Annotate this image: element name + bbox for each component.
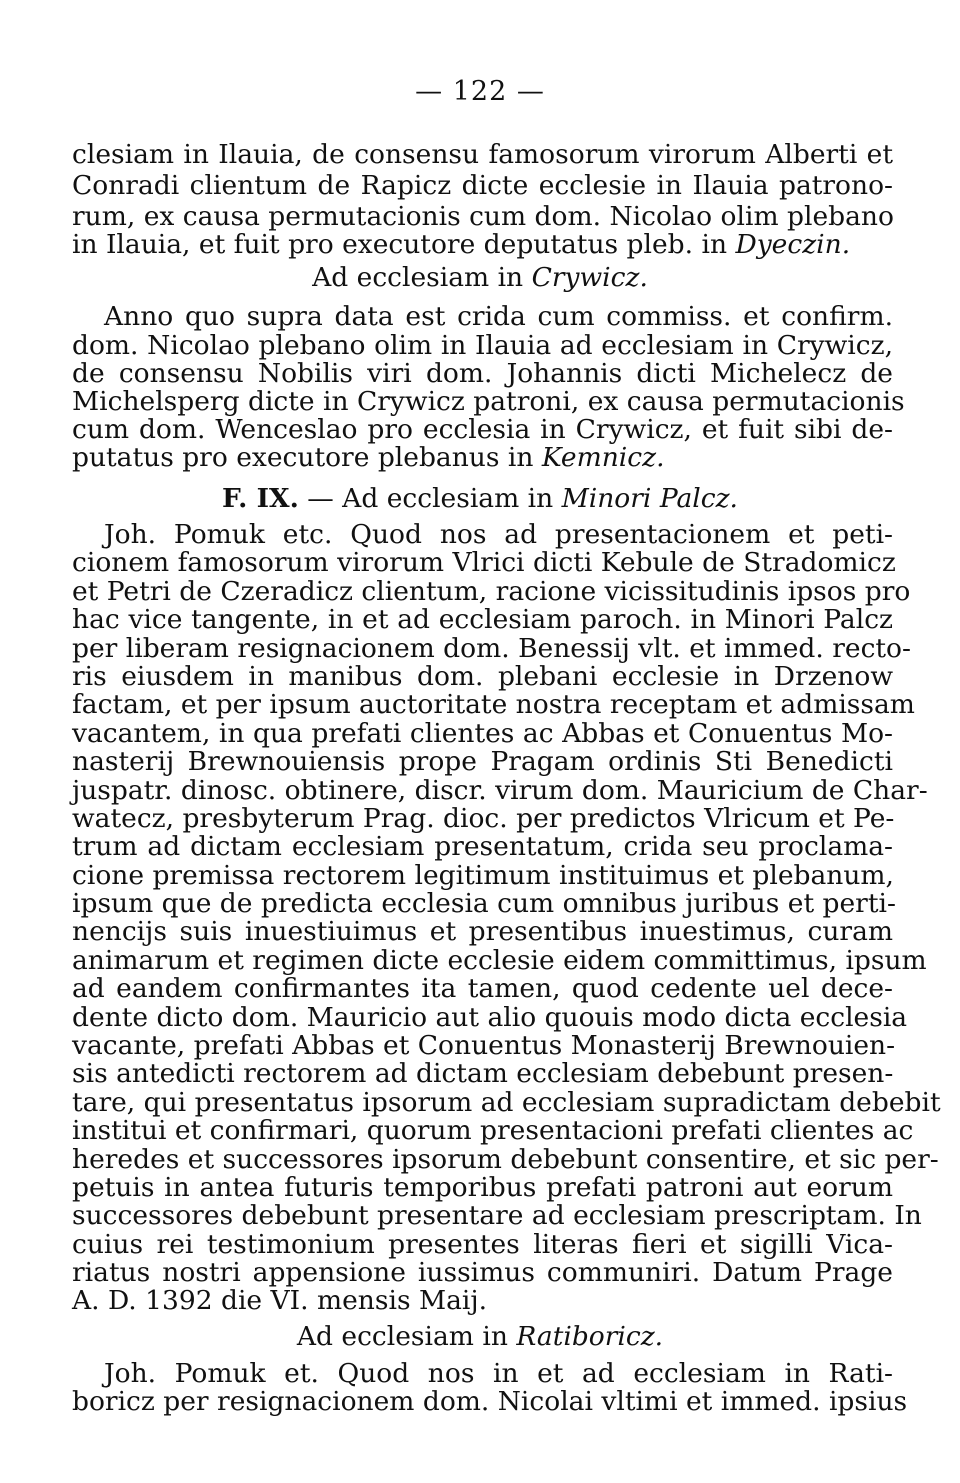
text-line: ris eiusdem in manibus dom. plebani ecclesie in Drzenow — [72, 661, 893, 692]
text-line: juspatr. dinosc. obtinere, discr. virum dom. Mauricium de Char- — [72, 775, 928, 806]
text-line: clesiam in Ilauia, de consensu famosorum virorum Alberti et — [72, 139, 893, 170]
text-line: factam, et per ipsum auctoritate nostra receptam et admissam — [72, 689, 915, 720]
text-line: cum dom. Wenceslao pro ecclesia in Crywicz, et fuit sibi de- — [72, 414, 893, 445]
place-name: Ratiboricz. — [516, 1321, 664, 1352]
text-line: trum ad dictam ecclesiam presentatum, crida seu proclama- — [72, 831, 893, 862]
text-line: heredes et successores ipsorum debebunt consentire, et sic per- — [72, 1144, 939, 1175]
text-line: cuius rei testimonium presentes literas fieri et sigilli Vica- — [72, 1229, 893, 1260]
text-line: et Petri de Czeradicz clientum, racione vicissitudinis ipsos pro — [72, 576, 911, 607]
text-line: hac vice tangente, in et ad ecclesiam paroch. in Minori Palcz — [72, 604, 893, 635]
text-line — [72, 228, 893, 261]
text-line: Anno quo supra data est crida cum commiss. et confirm. — [104, 301, 893, 332]
text-line: cionem famosorum virorum Vlrici dicti Kebule de Stradomicz — [72, 547, 896, 578]
text-line: tare, qui presentatus ipsorum ad ecclesiam supradictam debebit — [72, 1087, 941, 1118]
text-line: Joh. Pomuk et. Quod nos in et ad ecclesiam in Rati- — [104, 1358, 893, 1389]
text-segment: in Ilauia, et fuit pro executore deputatus pleb. in — [72, 229, 736, 260]
heading-text: — Ad ecclesiam in — [298, 483, 562, 514]
text-line: nasterij Brewnouiensis prope Pragam ordinis Sti Benedicti — [72, 746, 893, 777]
text-line: animarum et regimen dicte ecclesie eidem committimus, ipsum — [72, 945, 927, 976]
text-line: Conradi clientum de Rapicz dicte ecclesie in Ilauia patrono- — [72, 170, 893, 201]
text-line: de consensu Nobilis viri dom. Johannis dicti Michelecz de — [72, 358, 893, 389]
text-line: institui et confirmari, quorum presentacioni prefati clientes ac — [72, 1115, 914, 1146]
text-line: rum, ex causa permutacionis cum dom. Nicolao olim plebano — [72, 201, 894, 232]
text-line: Joh. Pomuk etc. Quod nos ad presentacionem et peti- — [104, 519, 893, 550]
day-label: F. IX. — [222, 483, 299, 514]
text-line — [72, 441, 893, 474]
text-segment: putatus pro executore plebanus in — [72, 442, 542, 473]
text-line: ipsum que de predicta ecclesia cum omnibus juribus et perti- — [72, 888, 896, 919]
page-number: — 122 — — [415, 76, 545, 107]
heading-text: Ad ecclesiam in — [312, 262, 532, 293]
text-line: watecz, presbyterum Prag. dioc. per predictos Vlricum et Pe- — [72, 803, 895, 834]
text-line: cione premissa rectorem legitimum instituimus et plebanum, — [72, 860, 894, 891]
text-line: dente dicto dom. Mauricio aut alio quouis modo dicta ecclesia — [72, 1002, 908, 1033]
place-name: Dyeczin. — [735, 229, 851, 260]
section-heading — [0, 482, 960, 515]
text-line: vacante, prefati Abbas et Conuentus Monasterij Brewnouien- — [72, 1030, 896, 1061]
text-line: riatus nostri appensione iussimus communiri. Datum Prage — [72, 1257, 893, 1288]
place-name: Crywicz. — [531, 262, 648, 293]
text-line: dom. Nicolao plebano olim in Ilauia ad ecclesiam in Crywicz, — [72, 330, 893, 361]
section-heading — [0, 261, 960, 294]
text-line: A. D. 1392 die VI. mensis Maij. — [72, 1285, 488, 1316]
heading-text: Ad ecclesiam in — [296, 1321, 517, 1352]
place-name: Kemnicz. — [541, 442, 665, 473]
text-line: petuis in antea futuris temporibus prefati patroni aut eorum — [72, 1172, 893, 1203]
text-line: Michelsperg dicte in Crywicz patroni, ex causa permutacionis — [72, 386, 905, 417]
text-line: successores debebunt presentare ad ecclesiam prescriptam. In — [72, 1200, 922, 1231]
text-line: nencijs suis inuestiuimus et presentibus inuestimus, curam — [72, 916, 893, 947]
text-line: ad eandem confirmantes ita tamen, quod cedente uel dece- — [72, 973, 893, 1004]
place-name: Minori Palcz. — [561, 483, 738, 514]
text-line: vacantem, in qua prefati clientes ac Abbas et Conuentus Mo- — [72, 718, 893, 749]
text-line: sis antedicti rectorem ad dictam ecclesiam debebunt presen- — [72, 1058, 894, 1089]
section-heading — [0, 1320, 960, 1353]
text-line: boricz per resignacionem dom. Nicolai vltimi et immed. ipsius — [72, 1386, 908, 1417]
text-line: per liberam resignacionem dom. Benessij vlt. et immed. recto- — [72, 633, 911, 664]
